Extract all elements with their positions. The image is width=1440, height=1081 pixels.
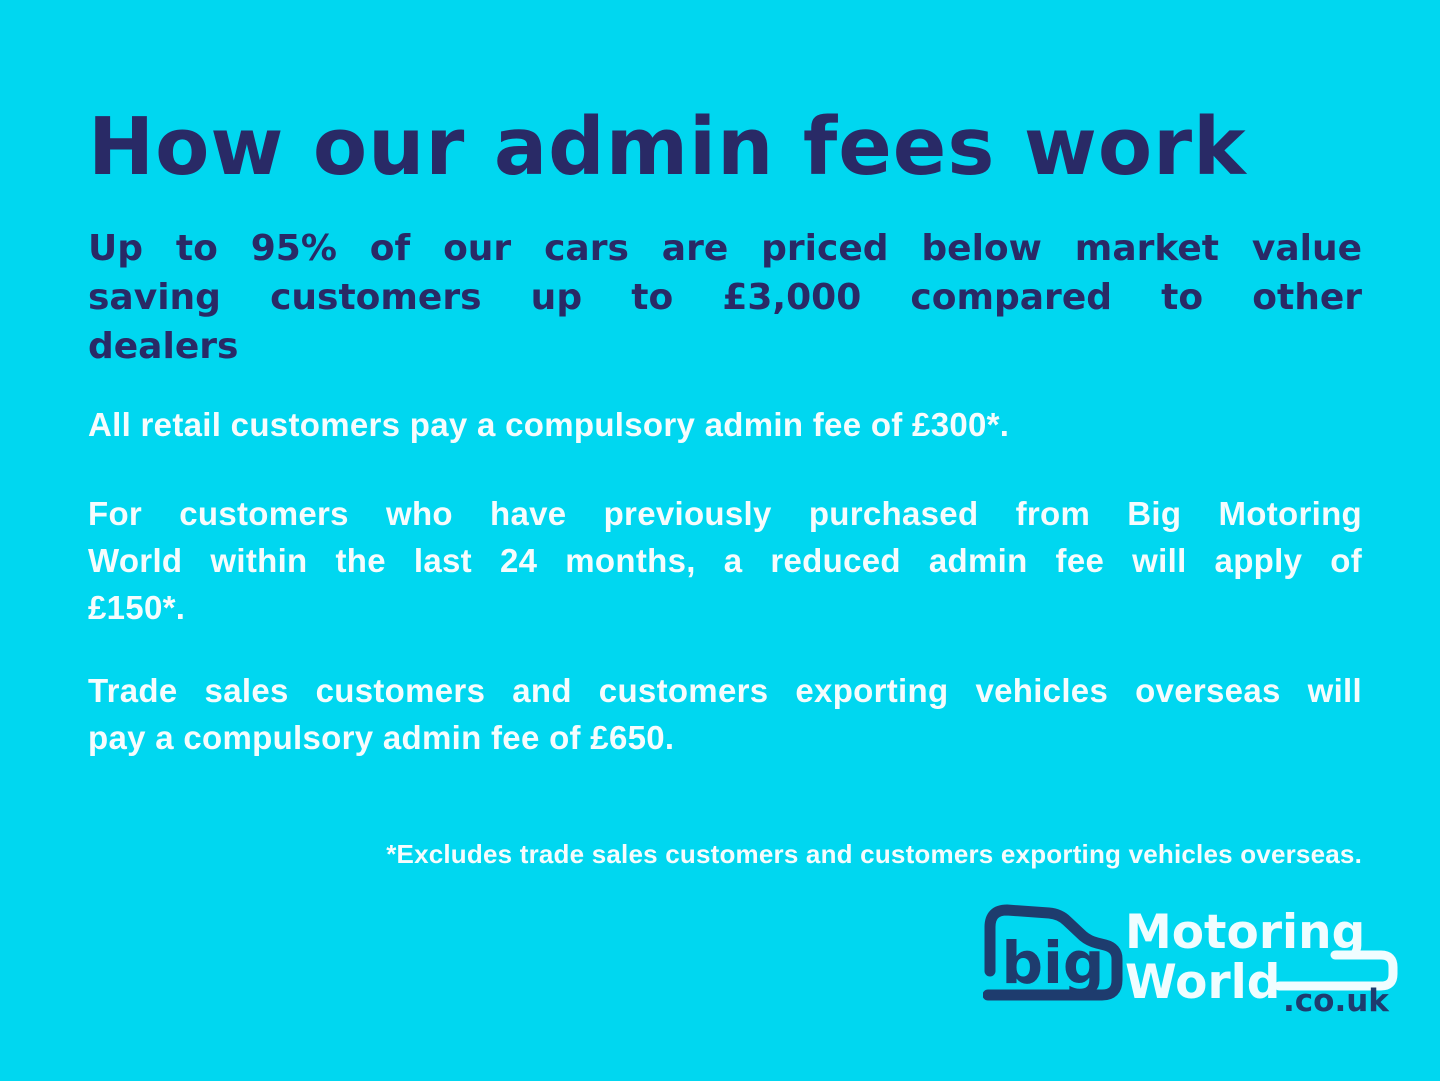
logo-big-text: big [1001, 929, 1105, 997]
paragraph-line: Trade sales customers and customers exporting vehicles overseas will [88, 672, 1362, 709]
paragraph-line: For customers who have previously purchased from Big Motoring [88, 495, 1362, 532]
page-title: How our admin fees work [88, 101, 1247, 193]
brand-logo [983, 893, 1403, 1028]
paragraph-line: World within the last 24 months, a reduced admin fee will apply of [88, 542, 1362, 579]
subheading [88, 224, 1362, 371]
subheading-line: dealers [88, 326, 239, 367]
subheading-line: Up to 95% of our cars are priced below market value [88, 228, 1362, 269]
subheading-line: saving customers up to £3,000 compared to other [88, 277, 1362, 318]
logo-world-text: World [1125, 955, 1281, 1010]
logo-motoring-text: Motoring [1125, 905, 1366, 960]
paragraph-line: £150*. [88, 589, 186, 626]
paragraph-returning-customer-fee [88, 490, 1362, 631]
footnote: *Excludes trade sales customers and customers exporting vehicles overseas. [386, 839, 1362, 869]
logo-domain-text: .co.uk [1283, 983, 1389, 1019]
paragraph-trade-fee [88, 667, 1362, 761]
paragraph-line: pay a compulsory admin fee of £650. [88, 719, 675, 756]
paragraph-retail-fee: All retail customers pay a compulsory admin fee of £300*. [88, 406, 1010, 443]
